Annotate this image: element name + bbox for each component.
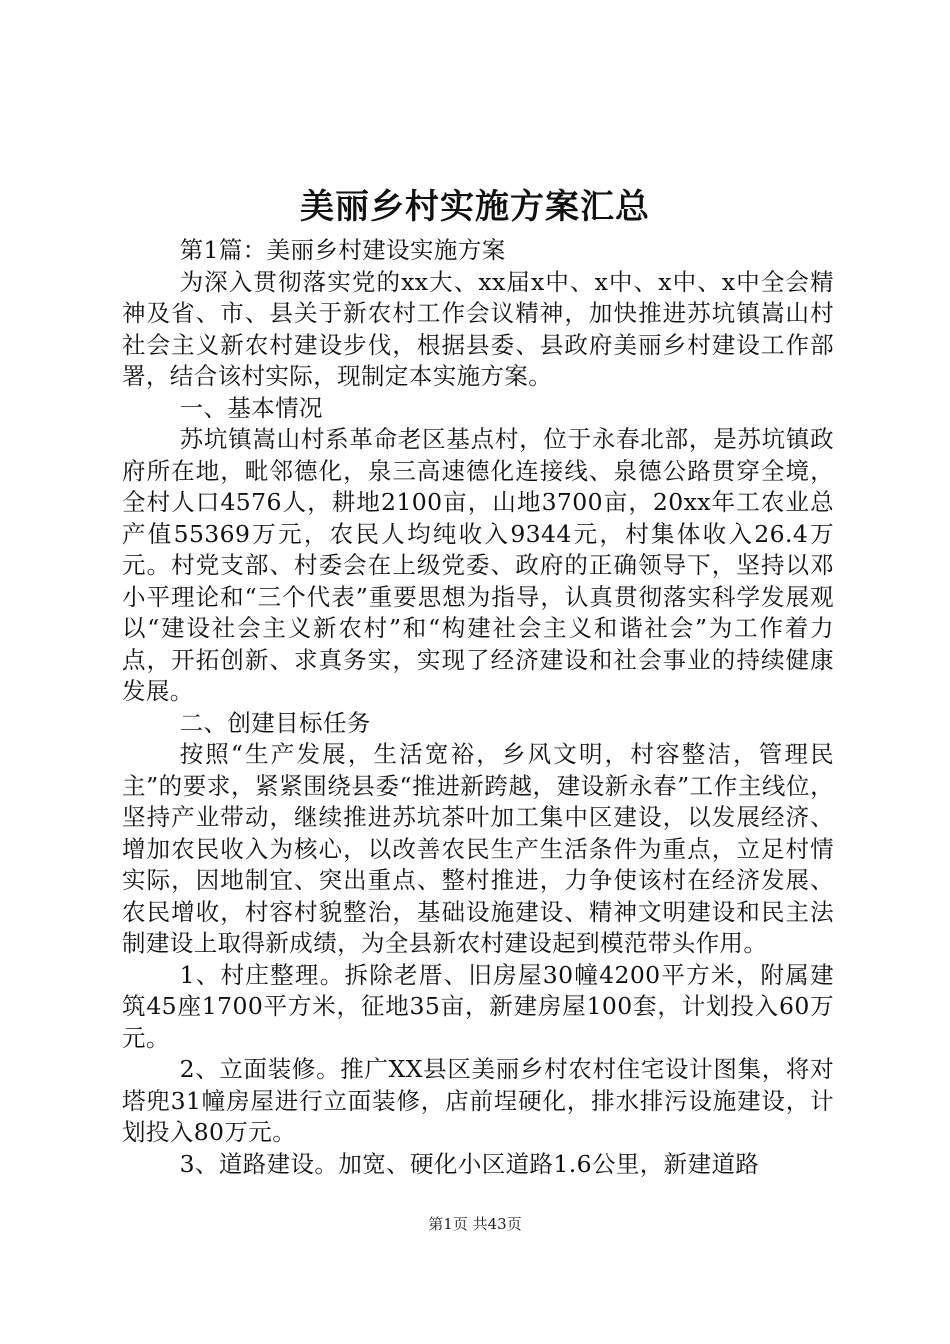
intro-paragraph: 为深入贯彻落实党的xx大、xx届x中、x中、x中、x中全会精神及省、市、县关于新农村工作会议精神，加快推进苏坑镇嵩山村社会主义新农村建设步伐，根据县委、县政府美丽乡村建设工作部署，结合该村实际，现制定本实施方案。 — [122, 267, 834, 390]
goals-paragraph: 按照“生产发展，生活宽裕，乡风文明，村容整洁，管理民主”的要求，紧紧围绕县委“推进新跨越，建设新永春”工作主线位，坚持产业带动，继续推进苏坑茶叶加工集中区建设，以发展经济、增加农民收入为核心，以改善农民生产生活条件为重点，立足村情实际，因地制宜、突出重点、整村推进，力争使该村在经济发展、农民增收，村容村貌整治，基础设施建设、精神文明建设和民主法制建设上取得新成绩，为全县新农村建设起到模范带头作用。 — [122, 740, 834, 957]
section-heading-part-1: 第1篇：美丽乡村建设实施方案 — [179, 236, 506, 264]
task-road-construction: 3、道路建设。加宽、硬化小区道路1.6公里，新建道路 — [179, 1149, 760, 1178]
document-body — [122, 235, 834, 1180]
basic-situation-paragraph: 苏坑镇嵩山村系革命老区基点村，位于永春北部，是苏坑镇政府所在地，毗邻德化，泉三高速德化连接线、泉德公路贯穿全境，全村人口4576人，耕地2100亩，山地3700亩，20xx年工农业总产值55369万元，农民人均纯收入9344元，村集体收入26.4万元。村党支部、村委会在上级党委、政府的正确领导下，坚持以邓小平理论和“三个代表”重要思想为指导，认真贯彻落实科学发展观以“建设社会主义新农村”和“构建社会主义和谐社会”为工作着力点，开拓创新、求真务实，实现了经济建设和社会事业的持续健康发展。 — [122, 425, 834, 705]
section-heading-basic-situation: 一、基本情况 — [179, 393, 323, 422]
page-number-footer: 第1页 共43页 — [428, 1215, 522, 1233]
section-heading-goals: 二、创建目标任务 — [179, 708, 371, 737]
task-facade-decoration: 2、立面装修。推广XX县区美丽乡村农村住宅设计图集，将对塔兜31幢房屋进行立面装修，店前埕硬化，排水排污设施建设，计划投入80万元。 — [122, 1055, 834, 1146]
document-title: 美丽乡村实施方案汇总 — [300, 187, 650, 227]
task-village-renovation: 1、村庄整理。拆除老厝、旧房屋30幢4200平方米，附属建筑45座1700平方米，征地35亩，新建房屋100套，计划投入60万元。 — [122, 960, 834, 1052]
